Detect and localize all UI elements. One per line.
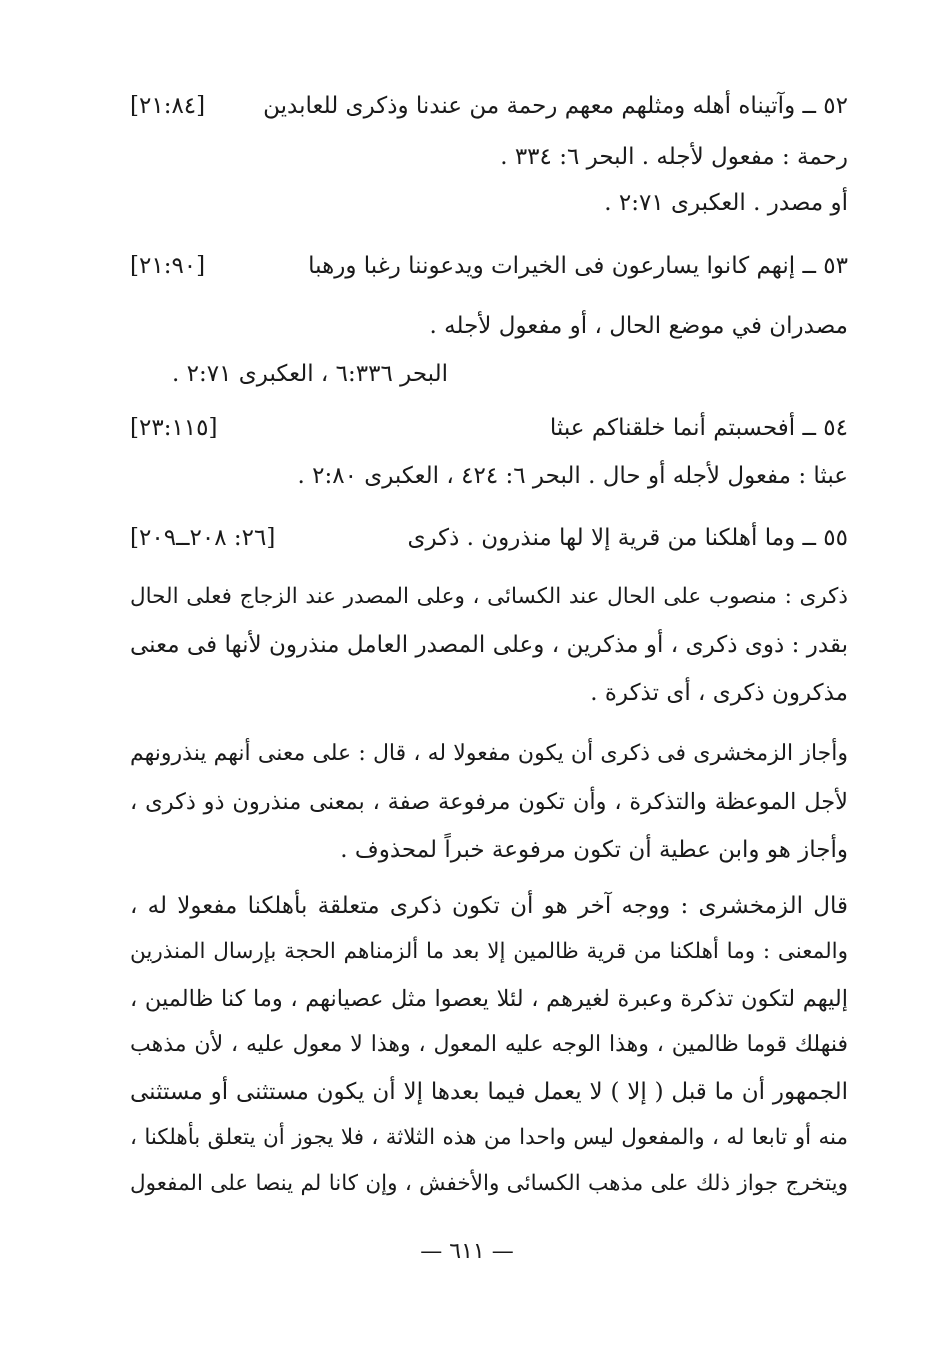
entry-54-note-1: عبثا : مفعول لأجله أو حال . البحر ٦: ٤٢٤ ، العكبرى ٢:٨٠ . (297, 463, 848, 489)
entry-52-note-1: رحمة : مفعول لأجله . البحر ٦: ٣٣٤ . (500, 144, 848, 170)
entry-54-verse: ٥٤ ــ أفحسبتم أنما خلقناكم عبثا (549, 415, 848, 441)
entry-53-note-1: مصدران في موضع الحال ، أو مفعول لأجله . (429, 313, 848, 339)
entry-52-reference: [٢١:٨٤] (130, 93, 206, 119)
entry-52-note-2: أو مصدر . العكبرى ٢:٧١ . (604, 190, 848, 216)
entry-55-para3-line-5: الجمهور أن ما قبل ( إلا ) لا يعمل فيما بعدها إلا أن يكون مستثنى أو مستثنى (130, 1079, 848, 1105)
entry-55-para1-line-2: بقدر : ذوى ذكرى ، أو مذكرين ، وعلى المصدر العامل منذرون لأنها فى معنى (130, 632, 848, 658)
entry-55-para2-line-2: لأجل الموعظة والتذكرة ، وأن تكون مرفوعة صفة ، بمعنى منذرون ذو ذكرى ، (130, 789, 848, 815)
entry-52-verse: ٥٢ ــ وآتيناه أهله ومثلهم معهم رحمة من عندنا وذكرى للعابدين (263, 93, 848, 119)
entry-55-para2-line-1: وأجاز الزمخشرى فى ذكرى أن يكون مفعولا له ، قال : على معنى أنهم ينذرونهم (130, 741, 848, 766)
entry-54-reference: [٢٣:١١٥] (130, 415, 218, 441)
entry-55-para3-line-7: ويتخرج جواز ذلك على مذهب الكسائى والأخفش ، وإن كانا لم ينصا على المفعول (130, 1171, 848, 1196)
entry-54-verse-line (130, 408, 848, 448)
entry-55-para3-line-2: والمعنى : وما أهلكنا من قرية ظالمين إلا بعد ما ألزمناهم الحجة بإرسال المنذرين (130, 939, 848, 964)
page-number: — ٦١١ — (420, 1239, 514, 1264)
entry-55-para3-line-3: إليهم لتكون تذكرة وعبرة لغيرهم ، لئلا يعصوا مثل عصيانهم ، وما كنا ظالمين ، (130, 986, 848, 1012)
entry-53-reference: [٢١:٩٠] (130, 253, 206, 279)
entry-55-para1-line-3: مذكرون ذكرى ، أى تذكرة . (590, 680, 848, 706)
entry-52-verse-line (130, 86, 848, 126)
entry-55-para3-line-6: منه أو تابعا له ، والمفعول ليس واحدا من هذه الثلاثة ، فلا يجوز أن يتعلق بأهلكنا ، (130, 1125, 848, 1150)
entry-53-verse-line (130, 246, 848, 286)
entry-55-reference: [٢٦: ٢٠٨ــ٢٠٩] (130, 525, 276, 551)
entry-55-para3-line-4: فنهلك قوما ظالمين ، وهذا الوجه عليه المعول ، وهذا لا معول عليه ، لأن مذهب (130, 1032, 848, 1057)
entry-55-para3-line-1: قال الزمخشرى : ووجه آخر هو أن تكون ذكرى متعلقة بأهلكنا مفعولا له ، (130, 893, 848, 919)
entry-53-verse: ٥٣ ــ إنهم كانوا يسارعون فى الخيرات ويدعوننا رغبا ورهبا (308, 253, 848, 279)
entry-53-note-2: البحر ٦:٣٣٦ ، العكبرى ٢:٧١ . (172, 361, 448, 387)
entry-55-para2-line-3: وأجاز هو وابن عطية أن تكون مرفوعة خبراً لمحذوف . (340, 837, 848, 863)
entry-55-verse: ٥٥ ــ وما أهلكنا من قرية إلا لها منذرون . ذكرى (407, 525, 848, 551)
entry-55-verse-line (130, 518, 848, 558)
entry-55-para1-line-1: ذكرى : منصوب على الحال عند الكسائى ، وعلى المصدر عند الزجاج فعلى الحال (130, 584, 848, 609)
